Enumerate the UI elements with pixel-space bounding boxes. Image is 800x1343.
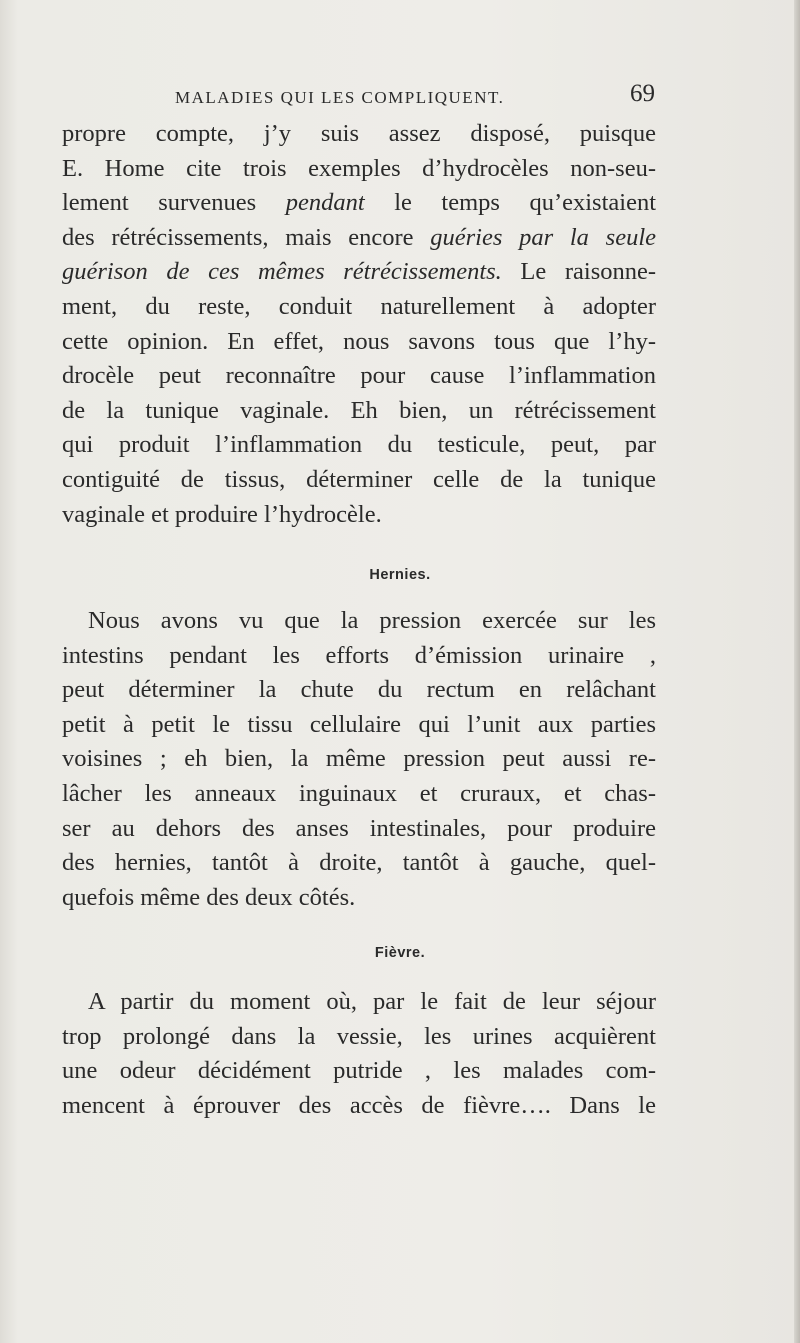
text-line: petit à petit le tissu cellulaire qui l’unit aux parties bbox=[62, 710, 656, 738]
section-heading-fievre: Fièvre. bbox=[374, 945, 426, 961]
text-line: E. Home cite trois exemples d’hydrocèles non-seu- bbox=[62, 154, 656, 182]
text-line: une odeur décidément putride , les malades com- bbox=[62, 1057, 656, 1085]
text-line: drocèle peut reconnaître pour cause l’inflammation bbox=[62, 362, 656, 390]
text-line: lement survenues pendant le temps qu’existaient bbox=[62, 189, 656, 217]
text-line: propre compte, j’y suis assez disposé, puisque bbox=[62, 120, 656, 147]
text-line: trop prolongé dans la vessie, les urines acquièrent bbox=[62, 1022, 656, 1050]
paragraph-hernies bbox=[62, 604, 656, 915]
text-line: contiguité de tissus, déterminer celle de la tunique bbox=[62, 465, 656, 493]
running-title: MALADIES QUI LES COMPLIQUENT. bbox=[175, 88, 505, 107]
text-line: des rétrécissements, mais encore guéries par la seule bbox=[62, 223, 656, 251]
emphasis: pendant bbox=[285, 189, 365, 217]
text-line: Nous avons vu que la pression exercée sur les bbox=[88, 607, 656, 634]
emphasis: guérison de ces mêmes rétrécissements. bbox=[62, 258, 502, 286]
text-line: peut déterminer la chute du rectum en relâchant bbox=[62, 676, 656, 704]
text-line: ser au dehors des anses intestinales, pour produire bbox=[62, 814, 656, 842]
emphasis: guéries par la seule bbox=[430, 223, 656, 251]
text-line: qui produit l’inflammation du testicule, peut, par bbox=[62, 431, 656, 459]
paragraph-hydrocele bbox=[62, 117, 656, 532]
text-line: lâcher les anneaux inguinaux et cruraux, et chas- bbox=[62, 779, 656, 807]
text-line: A partir du moment où, par le fait de leur séjour bbox=[88, 988, 656, 1015]
paragraph-fievre bbox=[62, 985, 656, 1123]
text-line: cette opinion. En effet, nous savons tous que l’hy- bbox=[62, 327, 656, 355]
text-line: des hernies, tantôt à droite, tantôt à gauche, quel- bbox=[62, 849, 656, 877]
page-number: 69 bbox=[630, 80, 655, 107]
text-line: de la tunique vaginale. Eh bien, un rétrécissement bbox=[62, 396, 656, 424]
text-line: intestins pendant les efforts d’émission urinaire , bbox=[62, 641, 656, 669]
text-line: quefois même des deux côtés. bbox=[62, 883, 356, 911]
text-line: vaginale et produire l’hydrocèle. bbox=[62, 500, 382, 528]
text-line: ment, du reste, conduit naturellement à adopter bbox=[62, 292, 656, 320]
page-edge bbox=[794, 0, 800, 1343]
text-line: mencent à éprouver des accès de fièvre…. Dans le bbox=[62, 1091, 656, 1119]
text-line: guérison de ces mêmes rétrécissements. Le raisonne- bbox=[62, 258, 657, 286]
section-heading-hernies: Hernies. bbox=[369, 567, 431, 583]
text-line: voisines ; eh bien, la même pression peut aussi re- bbox=[62, 745, 656, 773]
